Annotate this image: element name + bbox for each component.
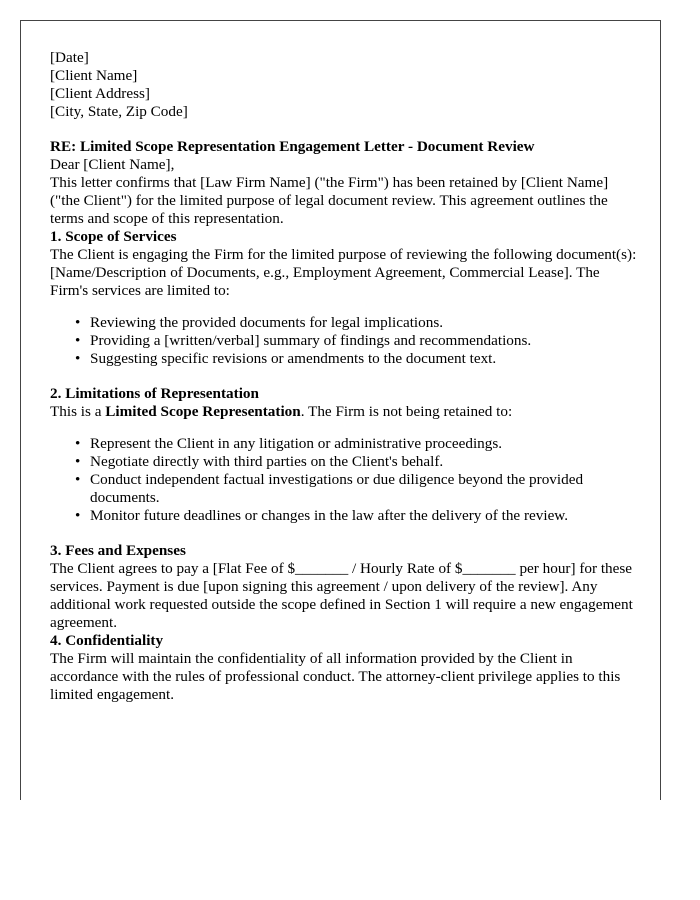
bullet-icon: • <box>75 507 81 524</box>
intro-paragraph: This letter confirms that [Law Firm Name] ("the Firm") has been retained by [Client Name] ("the Client") for the limited purpose of legal document review. This agreement outlines the terms and scope of this representation. <box>50 174 609 227</box>
letter-content <box>50 49 640 704</box>
bullet-icon: • <box>75 471 81 488</box>
section-body-confidentiality: The Firm will maintain the confidentiality of all information provided by the Client in accordance with the rules of professional conduct. The attorney-client privilege applies to this limited engagement. <box>50 650 621 703</box>
section-title-limitations: 2. Limitations of Representation <box>50 385 259 402</box>
letter-page <box>20 20 661 800</box>
list-item: • Conduct independent factual investigations or due diligence beyond the provided documents. <box>75 471 584 506</box>
greeting: Dear [Client Name], <box>50 156 175 173</box>
section-title-fees: 3. Fees and Expenses <box>50 542 186 559</box>
client-address: [Client Address] <box>50 85 150 102</box>
list-item: • Monitor future deadlines or changes in the law after the delivery of the review. <box>75 507 569 524</box>
bullet-icon: • <box>75 350 81 367</box>
client-name: [Client Name] <box>50 67 138 84</box>
bullet-icon: • <box>75 332 81 349</box>
limited-scope-emphasis: Limited Scope Representation <box>105 403 301 420</box>
list-item: • Negotiate directly with third parties on the Client's behalf. <box>75 453 444 470</box>
section-body-limitations: This is a Limited Scope Representation. The Firm is not being retained to: <box>50 403 513 420</box>
list-item: • Reviewing the provided documents for legal implications. <box>75 314 444 331</box>
re-line: RE: Limited Scope Representation Engagement Letter - Document Review <box>50 138 535 155</box>
section-title-scope: 1. Scope of Services <box>50 228 177 245</box>
bullet-icon: • <box>75 453 81 470</box>
letter-date: [Date] <box>50 49 89 66</box>
list-item: • Providing a [written/verbal] summary of findings and recommendations. <box>75 332 532 349</box>
section-body-fees: The Client agrees to pay a [Flat Fee of $_______ / Hourly Rate of $_______ per hour] for these services. Payment is due [upon signing this agreement / upon delivery of the review]. Any additional work requested outside the scope defined in Section 1 will require a new engagement agreement. <box>50 560 633 631</box>
client-city-state-zip: [City, State, Zip Code] <box>50 103 188 120</box>
bullet-icon: • <box>75 435 81 452</box>
list-item: • Suggesting specific revisions or amendments to the document text. <box>75 350 497 367</box>
section-body-scope: The Client is engaging the Firm for the limited purpose of reviewing the following document(s): [Name/Description of Documents, e.g., Employment Agreement, Commercial Lease]. The Firm's services are limited to: <box>50 246 637 299</box>
client-address-block <box>50 67 640 121</box>
limitations-list <box>50 435 640 525</box>
list-item: • Represent the Client in any litigation or administrative proceedings. <box>75 435 503 452</box>
section-title-confidentiality: 4. Confidentiality <box>50 632 164 649</box>
bullet-icon: • <box>75 314 81 331</box>
scope-list <box>50 314 640 368</box>
